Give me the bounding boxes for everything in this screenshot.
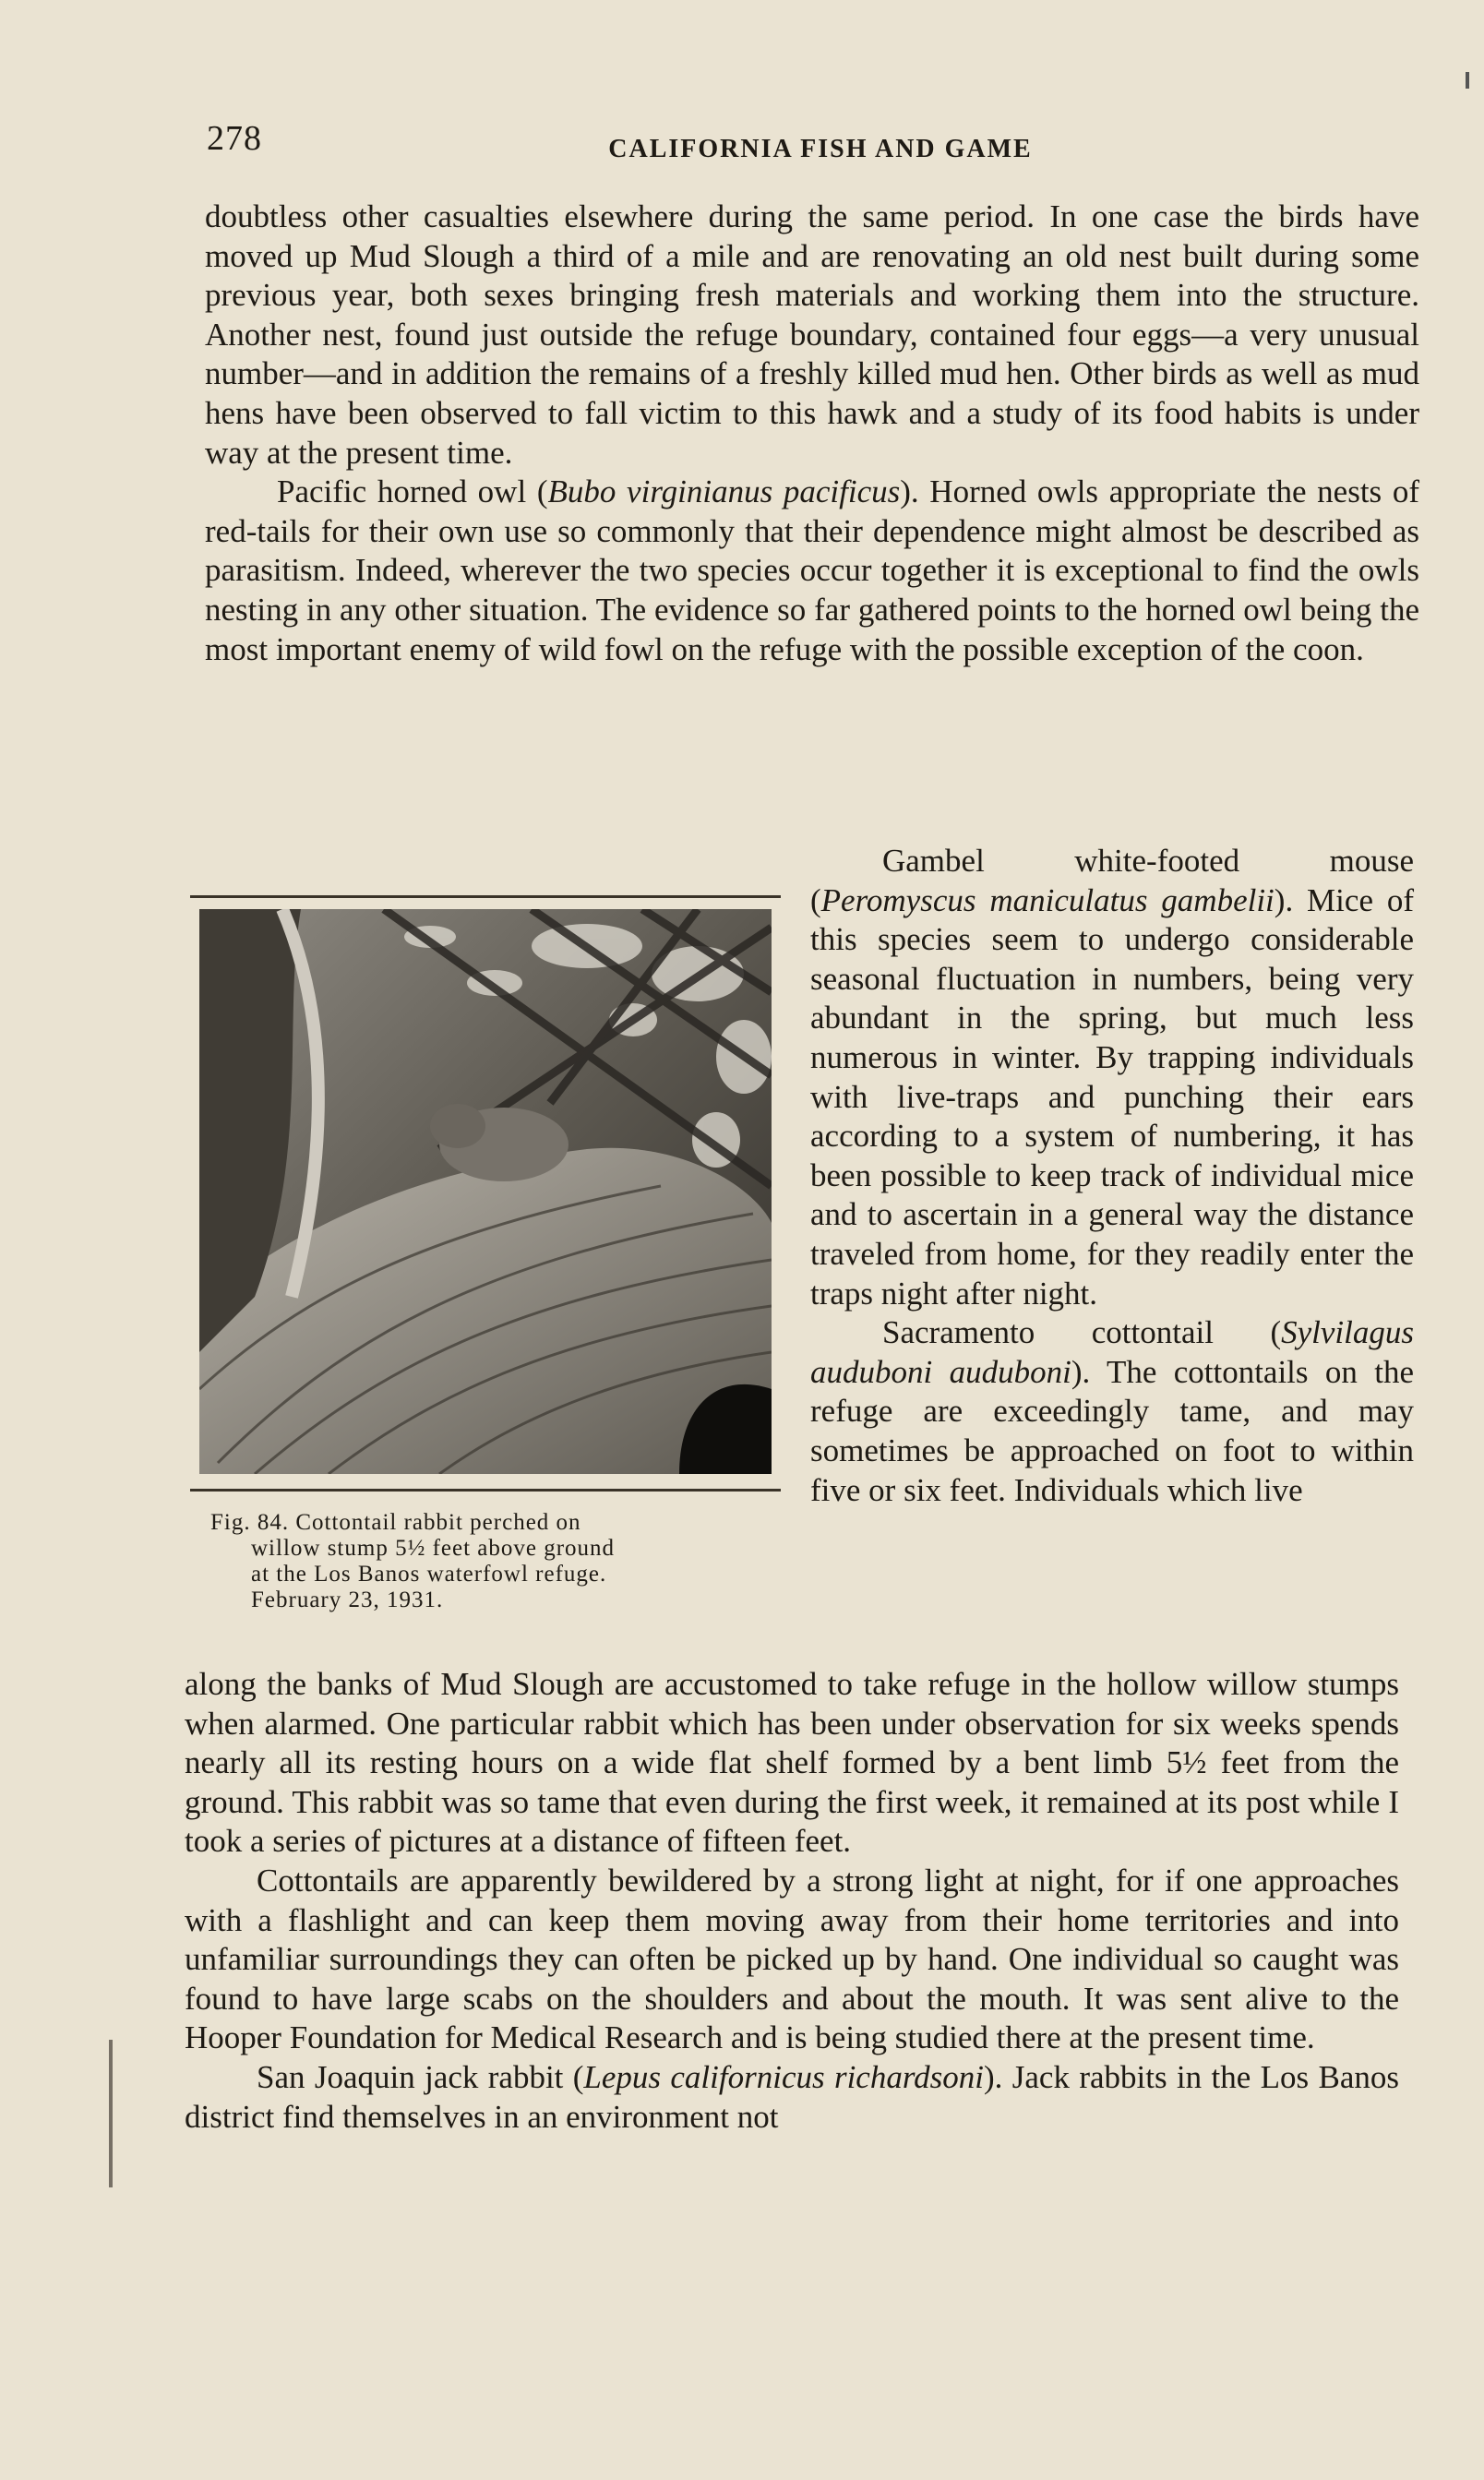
- figure-caption: [210, 1510, 764, 1613]
- scan-mark: [1466, 72, 1469, 89]
- owl-rest: ). Horned owls appropriate the nests of red-tails for their own use so commonly that their dependence might almost be described as parasitism. Indeed, wherever the two species occur together it is exceptional to find the owls nesting in any other situation. The evidence so far gathered points to the horned owl being the most important enemy of wild fowl on the refuge with the possible exception of the coon.: [205, 473, 1419, 667]
- top-text-block: [205, 198, 1419, 669]
- jackrabbit-lead: San Joaquin jack rabbit (: [257, 2058, 584, 2095]
- side-text-column: [810, 842, 1414, 1510]
- figure-label: Fig. 84.: [210, 1510, 290, 1535]
- margin-pencil-mark: [109, 2040, 126, 2187]
- owl-lead: Pacific horned owl (: [277, 473, 548, 510]
- caption-line-4: February 23, 1931.: [251, 1587, 444, 1612]
- cottontail-species: Sylvilagus auduboni auduboni: [810, 1314, 1414, 1390]
- paragraph-cottontail-light: Cottontails are apparently bewildered by a strong light at night, for if one approaches with a flashlight and can keep them moving away from their home territories and into unfamiliar surroundings they can often be picked up by hand. One individual so caught was found to have large scabs on the shoulders and about the mouth. It was sent alive to the Hooper Foundation for Medical Research and is being studied there at the present time.: [185, 1862, 1399, 2056]
- rabbit-photo-image: [199, 909, 772, 1474]
- figure-photo: [199, 909, 772, 1474]
- paragraph-jack-rabbit: [185, 2058, 1399, 2137]
- paragraph-cottontail-start: [810, 1313, 1414, 1510]
- mouse-rest: ). Mice of this species seem to undergo considerable seasonal fluctuation in numbers, being very abundant in the spring, but much less numerous in winter. By trapping individuals with live-traps and punching their ears according to a system of numbering, it has been possible to keep track of individual mice and to ascertain in a general way the distance traveled from home, for they readily enter the traps night after night.: [810, 881, 1414, 1312]
- paragraph-hawk-continued: doubtless other casualties elsewhere during the same period. In one case the birds have moved up Mud Slough a third of a mile and are renovating an old nest built during some previous year, both sexes bringing fresh materials and working them into the structure. Another nest, found just outside the refuge boundary, contained four eggs—a very unusual number—and in addition the remains of a freshly killed mud hen. Other birds as well as mud hens have been observed to fall victim to this hawk and a study of its food habits is under way at the present time.: [205, 198, 1419, 471]
- caption-text-1: Cottontail rabbit perched on: [295, 1510, 581, 1535]
- jackrabbit-rest: ). Jack rabbits in the Los Banos district find themselves in an environment not: [185, 2058, 1399, 2135]
- cottontail-lead: Sacramento cottontail (: [882, 1314, 1282, 1351]
- figure-84: [190, 895, 781, 1492]
- caption-line-1: [210, 1510, 764, 1536]
- paragraph-white-footed-mouse: [810, 842, 1414, 1313]
- cottontail-rest-side: ). The cottontails on the refuge are exceedingly tame, and may sometimes be approached on foot to within five or six feet. Individuals which live: [810, 1353, 1414, 1508]
- page-header: [207, 118, 1434, 174]
- paragraph-cottontail-continued: along the banks of Mud Slough are accustomed to take refuge in the hollow willow stumps when alarmed. One particular rabbit which has been under observation for six weeks spends nearly all its resting hours on a wide flat shelf formed by a bent limb 5½ feet from the ground. This rabbit was so tame that even during the first week, it remained at its post while I took a series of pictures at a distance of fifteen feet.: [185, 1666, 1399, 1860]
- caption-line-2: willow stump 5½ feet above ground: [251, 1536, 616, 1561]
- paragraph-horned-owl: [205, 473, 1419, 669]
- mouse-species: Peromyscus maniculatus gambelii: [820, 881, 1275, 918]
- owl-species: Bubo virginianus pacificus: [547, 473, 901, 510]
- mouse-lead: Gambel white-footed mouse (: [810, 843, 1414, 918]
- page-number: 278: [207, 119, 262, 158]
- jackrabbit-species: Lepus californicus richardsoni: [583, 2058, 984, 2095]
- running-title: CALIFORNIA FISH AND GAME: [608, 135, 1033, 163]
- bottom-text-block: [185, 1665, 1399, 2137]
- caption-line-3: at the Los Banos waterfowl refuge.: [251, 1562, 607, 1587]
